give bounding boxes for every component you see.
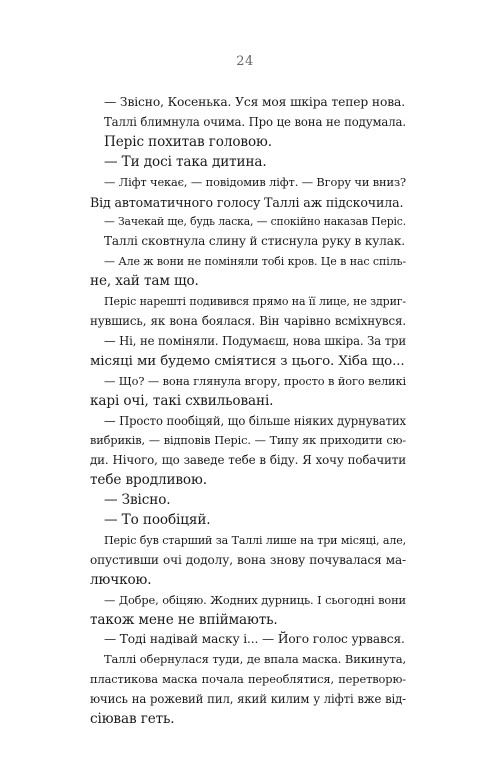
text-line: — Звісно, Косенька. Уся моя шкіра тепер нова. (104, 95, 405, 109)
text-line: ди. Нічого, що заведе тебе в біду. Я хочу побачити (90, 453, 406, 468)
text-line: опустивши очі додолу, вона знову почувалася ма- (90, 552, 406, 567)
text-line: Таллі блимнула очима. Про це вона не подумала. (104, 114, 406, 129)
text-line: ючись на рожевий пил, який килим у ліфті вже від- (90, 692, 406, 707)
text-line: — Але ж вони не поміняли тобі кров. Це в нас спіль- (104, 255, 406, 269)
text-line: — Зачекай ще, будь ласка, — спокійно наказав Періс. (104, 215, 407, 229)
body-text (90, 93, 406, 730)
text-line: сіював геть. (90, 711, 175, 728)
text-line: — То пообіцяй. (104, 512, 211, 529)
text-line: Від автоматичного голосу Таллі аж підскочила. (90, 194, 404, 210)
text-line: не, хай там що. (90, 273, 199, 290)
text-line: — Ліфт чекає, — повідомив ліфт. — Вгору чи вниз? (104, 174, 406, 189)
text-line: — Тоді надівай маску і... — Його голос урвався. (104, 632, 405, 647)
text-line: також мене не впіймають. (90, 611, 278, 628)
text-line: — Ні, не поміняли. Подумаєш, нова шкіра. За три (104, 333, 406, 348)
text-line: — Що? — вона глянула вгору, просто в його великі (104, 373, 406, 388)
text-line: — Звісно. (104, 492, 171, 509)
text-line: пластикова маска почала переоблятися, перетворю- (90, 672, 406, 687)
text-line: Таллі обернулася туди, де впала маска. Викинута, (104, 652, 406, 667)
text-line: Періс був старший за Таллі лише на три місяці, але, (104, 533, 406, 547)
text-line: — Просто пообіцяй, що більше ніяких дурнуватих (104, 413, 406, 428)
text-line: лючкою. (90, 571, 152, 588)
text-line: нувшись, як вона боялася. Він чарівно всміхнувся. (90, 313, 406, 328)
text-line: карі очі, такі схвильовані. (90, 392, 274, 409)
text-line: Таллі сковтнула слину й стиснула руку в кулак. (104, 234, 405, 249)
text-line: — Добре, обіцяю. Жодних дурниць. І сьогодні вони (104, 592, 406, 607)
text-line: Періс похитав головою. (104, 133, 272, 150)
text-line: — Ти досі така дитина. (104, 153, 267, 170)
text-line: вибриків, — відповів Періс. — Типу як приходити сю- (90, 434, 406, 448)
text-line: Періс нарешті подивився прямо на її лице, не здриг- (104, 295, 406, 309)
page-number: 24 (236, 54, 254, 69)
text-line: місяці ми будемо сміятися з цього. Хіба що... (90, 353, 405, 369)
text-line: тебе вродливою. (90, 472, 207, 489)
